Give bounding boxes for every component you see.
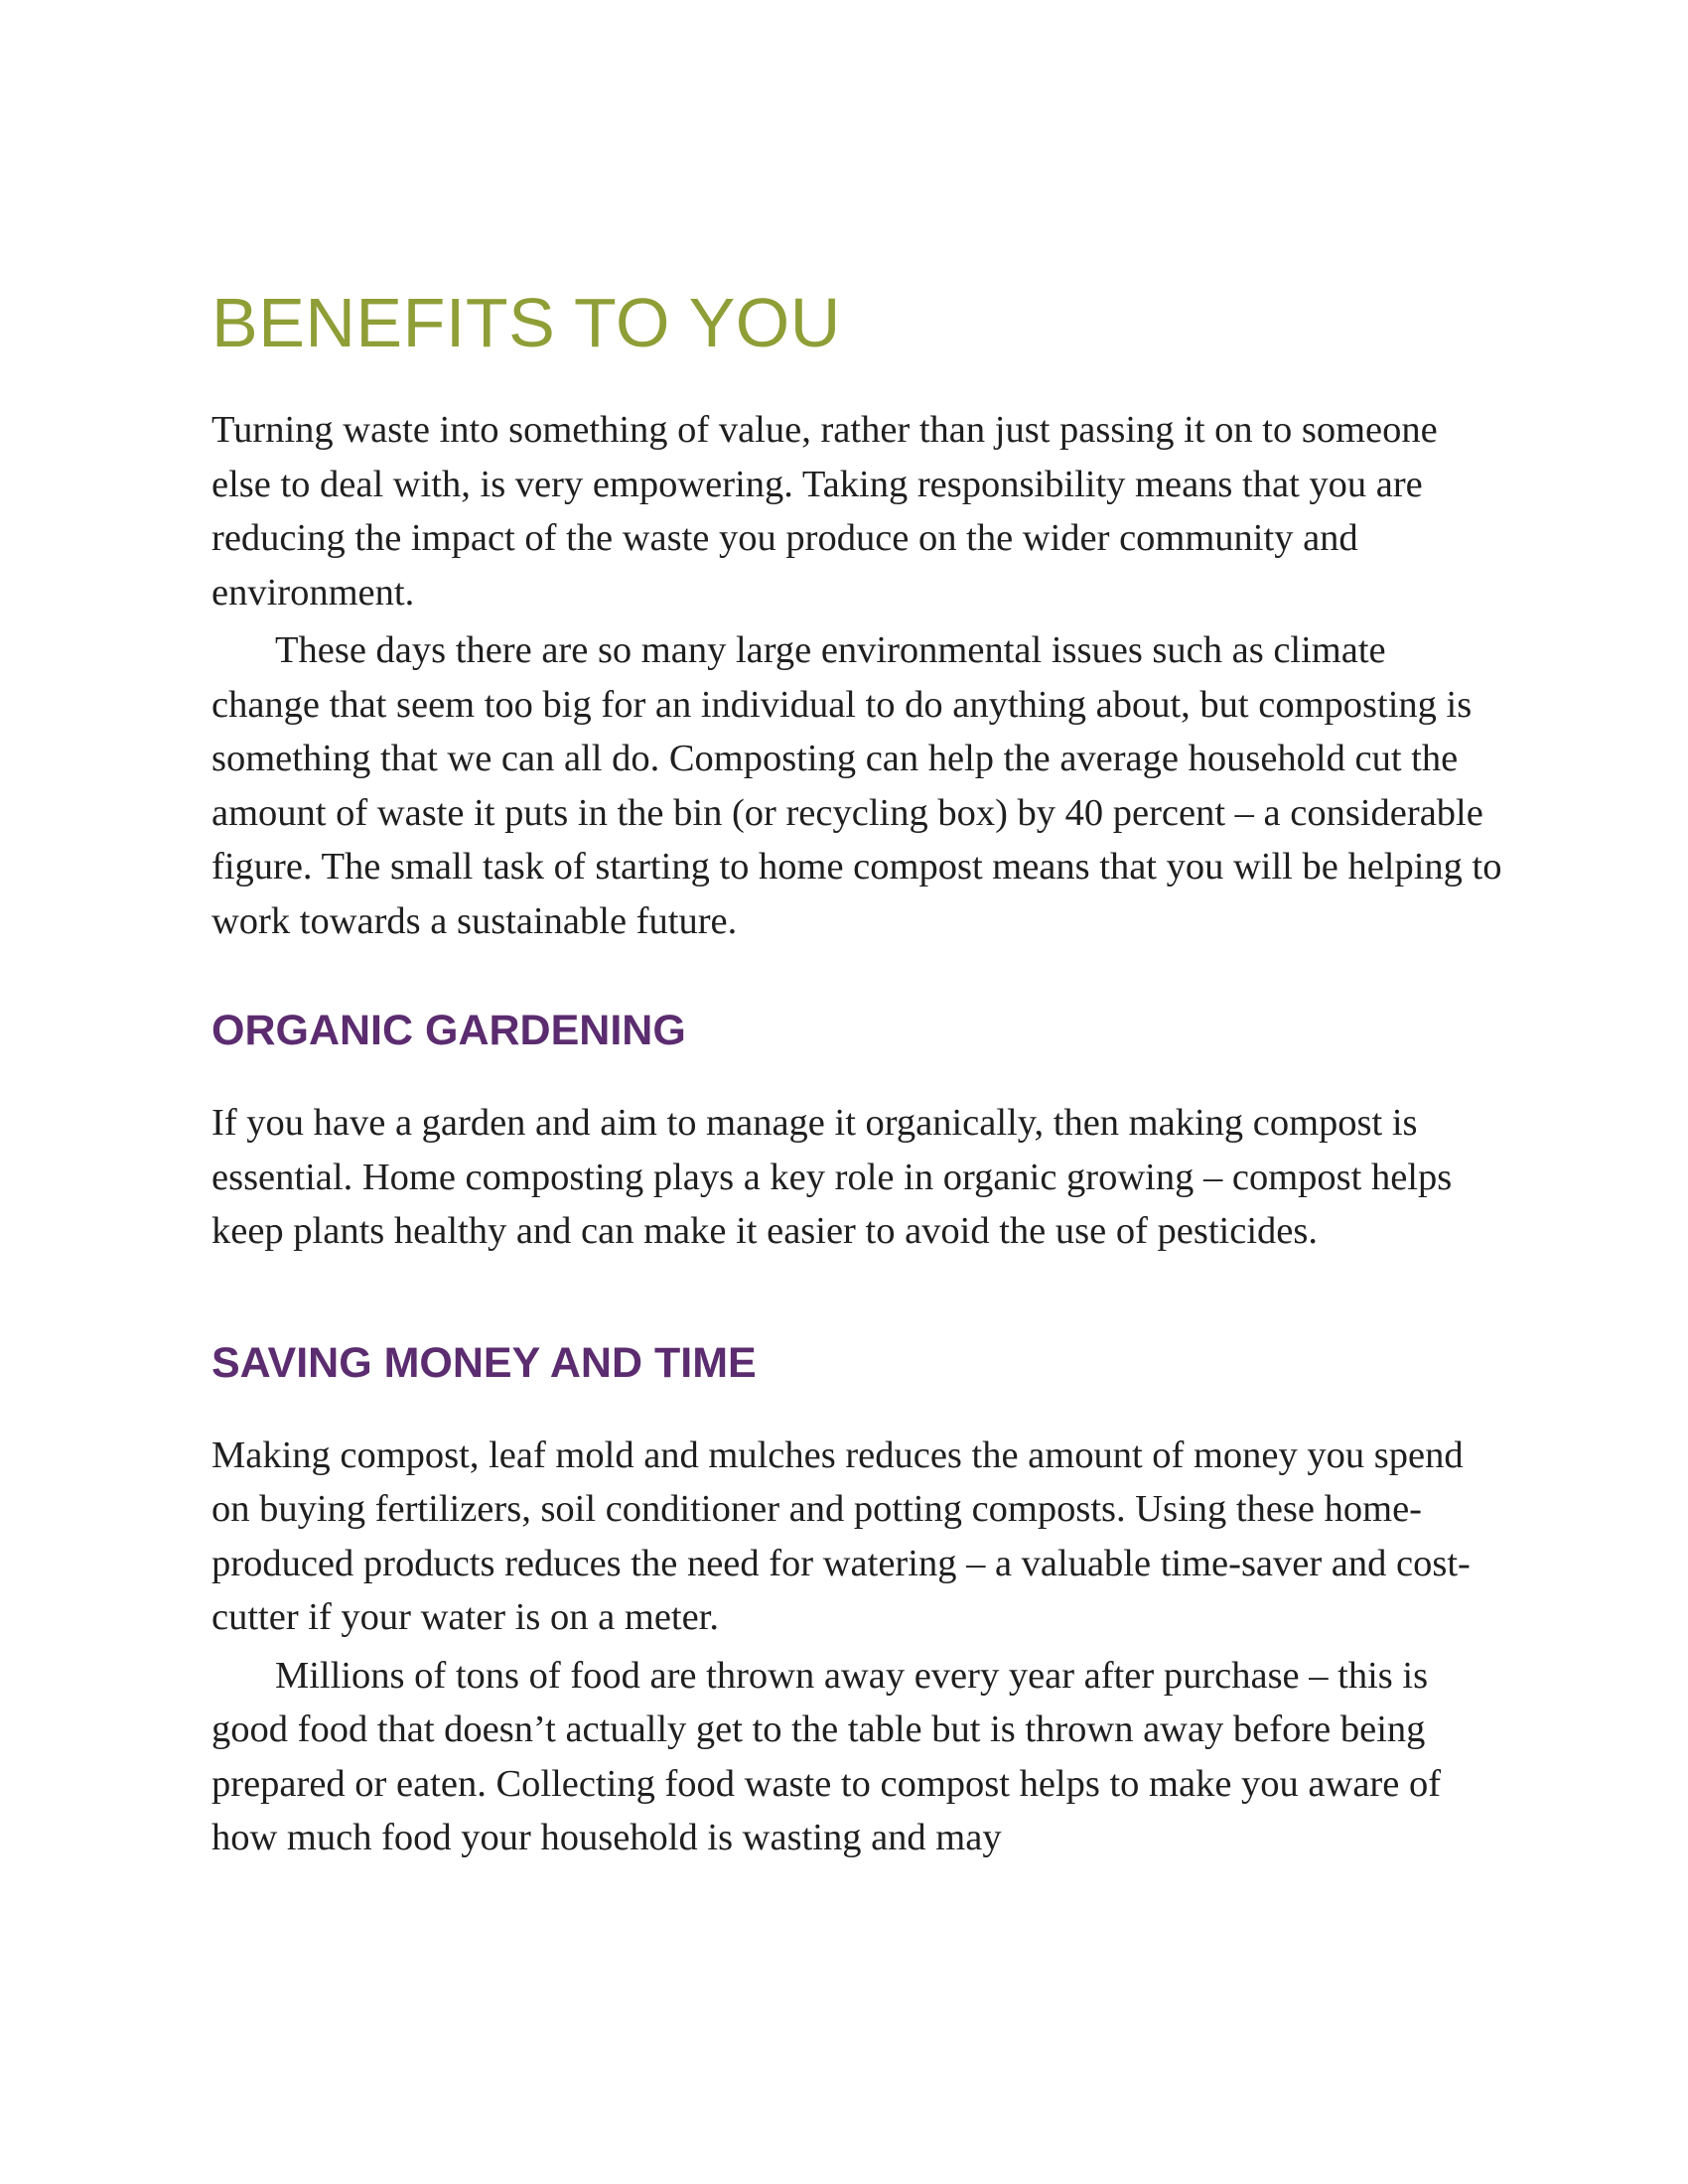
- page-title: BENEFITS TO YOU: [211, 284, 841, 361]
- section-paragraph: Making compost, leaf mold and mulches reduces the amount of money you spend on buying fertilizers, soil conditioner and potting composts. Using these home-produced products reduces the need for watering – a valuable time-saver and cost-cutter if your water is on a meter.: [211, 1433, 1471, 1638]
- section-heading-saving-money-and-time: SAVING MONEY AND TIME: [211, 1338, 757, 1387]
- section-paragraph: Millions of tons of food are thrown away every year after purchase – this is good food that doesn’t actually get to the table but is thrown away before being prepared or eaten. Collecting food waste to compost helps to make you aware of how much food your household is wasting and may: [211, 1654, 1442, 1858]
- document-page: [211, 268, 1502, 1865]
- section-paragraph: If you have a garden and aim to manage it organically, then making compost is essential. Home composting plays a key role in organic growing – compost helps keep plants healthy and can make it easier to avoid the use of pesticides.: [211, 1102, 1453, 1252]
- section-heading-organic-gardening: ORGANIC GARDENING: [211, 1007, 686, 1054]
- intro-paragraph: These days there are so many large environmental issues such as climate change that seem too big for an individual to do anything about, but composting is something that we can all do. Composting can help the average household cut the amount of waste it puts in the bin (or recycling box) by 40 percent – a considerable figure. The small task of starting to home compost means that you will be helping to work towards a sustainable future.: [211, 629, 1502, 942]
- intro-paragraph: Turning waste into something of value, rather than just passing it on to someone else to deal with, is very empowering. Taking responsibility means that you are reducing the impact of the waste you produce on the wider community and environment.: [211, 409, 1438, 614]
